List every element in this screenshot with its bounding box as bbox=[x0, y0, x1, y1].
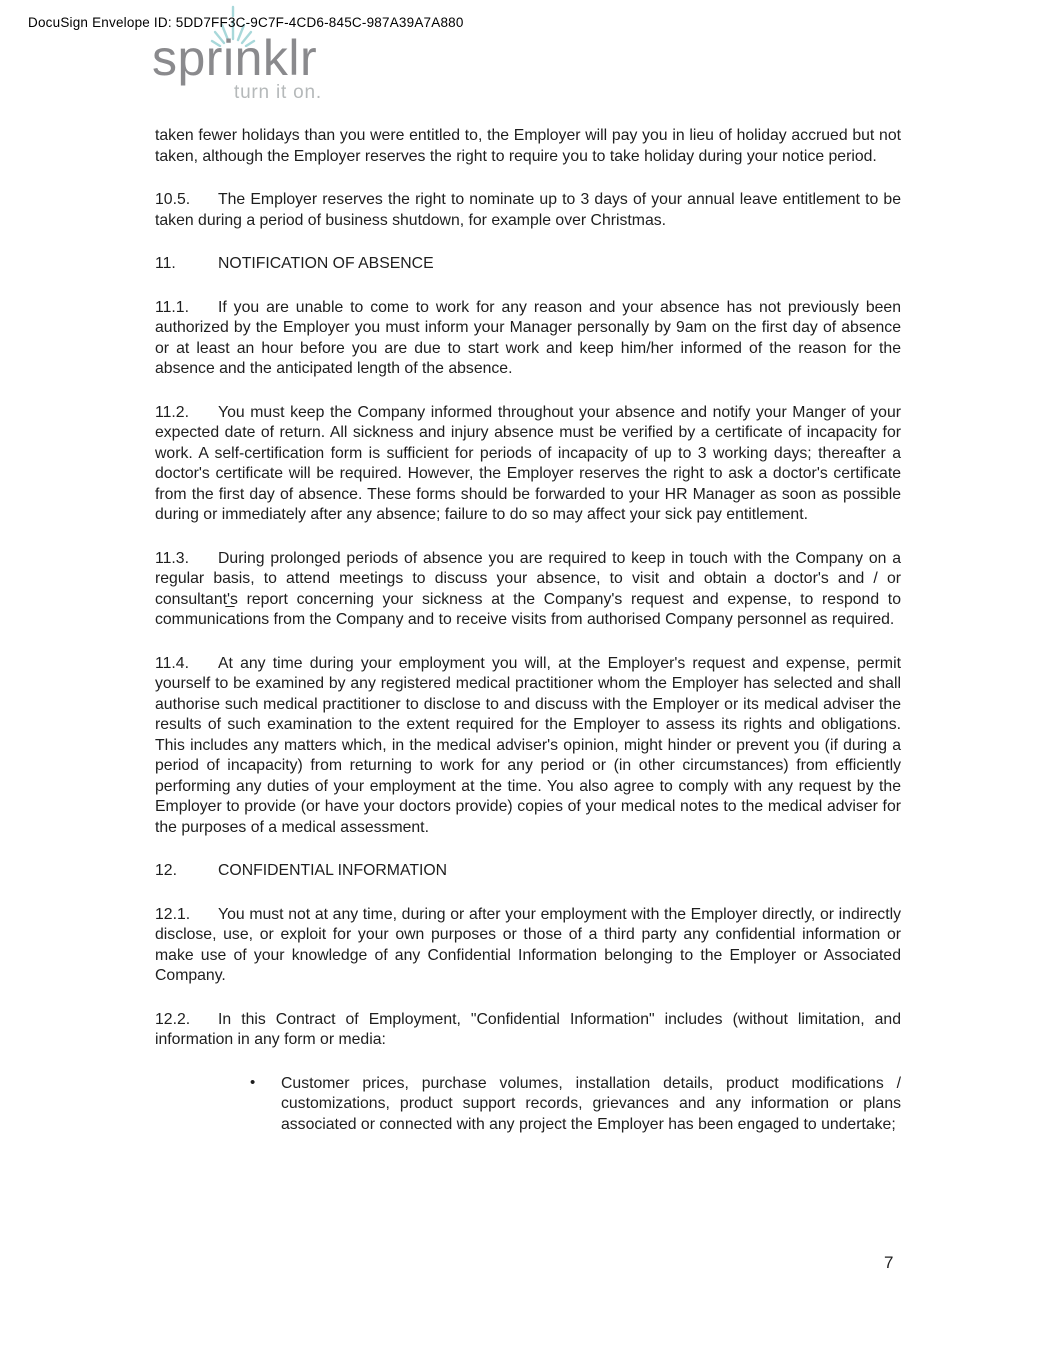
clause-10-4-continuation-text: taken fewer holidays than you were entitled to, the Employer will pay you in lieu of holiday accrued but not taken, although the Employer reserves the right to require you to take holiday during your notice period. bbox=[155, 127, 901, 165]
logo-tagline: turn it on. bbox=[233, 82, 322, 103]
bullet-marker: • bbox=[250, 1073, 256, 1091]
section-number: 11. bbox=[155, 255, 176, 272]
logo-wordmark: sprinklr bbox=[152, 30, 318, 86]
clause-11-4 bbox=[155, 654, 901, 839]
clause-text: If you are unable to come to work for any reason and your absence has not previously been authorized by the Employer you must inform your Manager personally by 9am on the first day of absence or at least an hour before you are due to start work and keep him/her informed of the reason for the absence and the anticipated length of the absence. bbox=[155, 298, 901, 377]
section-title: NOTIFICATION OF ABSENCE bbox=[218, 255, 434, 272]
clause-text: In this Contract of Employment, "Confidential Information" includes (without limitation, and information in any form or media: bbox=[155, 1010, 901, 1048]
clause-number: 11.3. bbox=[155, 549, 189, 567]
clause-number: 12.2. bbox=[155, 1010, 191, 1028]
clause-number: 11.2. bbox=[155, 403, 189, 421]
clause-text: You must not at any time, during or after your employment with the Employer directly, or indirectly disclose, use, or exploit for your own purposes or those of a third party any confidential information or make use of your knowledge of any Confidential Information belonging to the Employer or Associated Company. bbox=[155, 905, 901, 984]
bullet-list-item bbox=[155, 1074, 901, 1136]
clause-text: The Employer reserves the right to nominate up to 3 days of your annual leave entitlement to be taken during a period of business shutdown, for example over Christmas. bbox=[155, 191, 901, 229]
clause-11-1 bbox=[155, 298, 901, 380]
clause-11-2 bbox=[155, 403, 901, 526]
section-heading-12 bbox=[155, 861, 901, 882]
clause-text: During prolonged periods of absence you are required to keep in touch with the Company on a regular basis, to attend meetings to discuss your absence, to visit and obtain a doctor's and / or consultant'̲s report concerning your sickness at the Company's request and expense, to respond to communications from the Company and to receive visits from authorised Company personnel as required. bbox=[155, 549, 901, 628]
clause-text: At any time during your employment you will, at the Employer's request and expense, permit yourself to be examined by any registered medical practitioner whom the Employer has selected and shall authorise such medical practitioner to disclose to and discuss with the Employer or its medical adviser the results of such examination to the extent required for the Employer to assess its rights and obligations. This includes any matters which, in the medical adviser's opinion, might hinder or prevent you (if during a period of incapacity) from returning to work for any period or (in other circumstances) from efficiently performing any duties of your employment at the time. You also agree to comply with any request by the Employer to provide (or have your doctors provide) copies of your medical notes to the medical adviser for the purposes of a medical assessment. bbox=[155, 654, 901, 836]
page-number: 7 bbox=[884, 1253, 894, 1272]
clause-text: You must keep the Company informed throughout your absence and notify your Manger of your expected date of return. All sickness and injury absence must be verified by a certificate of incapacity for work. A self-certification form is sufficient for periods of incapacity of up to 3 working days; thereafter a doctor's certificate will be required. However, the Employer reserves the right to ask a doctor's certificate from the first day of absence. These forms should be forwarded to your HR Manager as soon as possible during or immediately after any absence; failure to do so may affect your sick pay entitlement. bbox=[155, 403, 901, 523]
contract-body bbox=[155, 126, 901, 1135]
section-heading-11 bbox=[155, 254, 901, 275]
clause-12-2 bbox=[155, 1010, 901, 1051]
clause-11-3 bbox=[155, 549, 901, 631]
bullet-text: Customer prices, purchase volumes, installation details, product modifications / customizations, product support records, grievances and any information or plans associated or connected with any project the Employer has been engaged to undertake; bbox=[281, 1074, 901, 1133]
section-title: CONFIDENTIAL INFORMATION bbox=[218, 862, 448, 879]
docusign-envelope-id: DocuSign Envelope ID: 5DD7FF3C-9C7F-4CD6-845C-987A39A7A880 bbox=[28, 15, 464, 30]
clause-number: 11.1. bbox=[155, 298, 189, 316]
clause-number: 10.5. bbox=[155, 191, 191, 208]
clause-number: 11.4. bbox=[155, 654, 189, 672]
clause-12-1 bbox=[155, 905, 901, 987]
section-number: 12. bbox=[155, 862, 177, 879]
clause-number: 12.1. bbox=[155, 905, 191, 923]
clause-10-5 bbox=[155, 190, 901, 231]
